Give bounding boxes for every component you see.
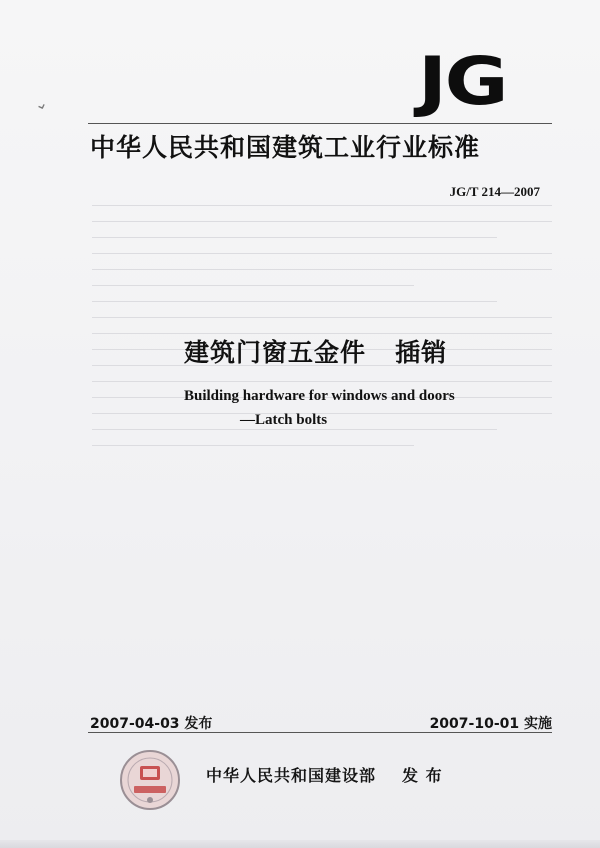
implementation-date: 2007-10-01 实施 [429,716,552,732]
jg-logo: JG [418,43,507,120]
ghost-line [92,301,497,302]
ghost-line [92,445,414,446]
ghost-line [92,205,552,206]
title-en-line1: Building hardware for windows and doors [184,388,455,404]
standard-code: JG/T 214—2007 [449,184,540,199]
ghost-line [92,253,552,254]
standard-title-en [184,384,455,432]
org-title: 中华人民共和国建筑工业行业标准 [90,133,481,162]
footer-rule [88,732,552,733]
official-seal-icon [118,748,182,812]
ghost-line [92,269,552,270]
page-edge [0,840,600,848]
standard-title-cn: 建筑门窗五金件 插销 [184,338,448,367]
ghost-line [92,285,414,286]
issuer [206,763,443,786]
ghost-line [92,237,497,238]
issuer-action: 发 布 [402,766,443,785]
issue-date: 2007-04-03 发布 [90,716,213,732]
ghost-line [92,221,552,222]
ghost-line [92,317,552,318]
ghost-line [92,381,552,382]
title-en-line2: —Latch bolts [240,412,328,428]
header-rule [88,123,552,124]
scan-mark: ⌄ [31,92,51,115]
issuer-name: 中华人民共和国建设部 [206,766,377,785]
